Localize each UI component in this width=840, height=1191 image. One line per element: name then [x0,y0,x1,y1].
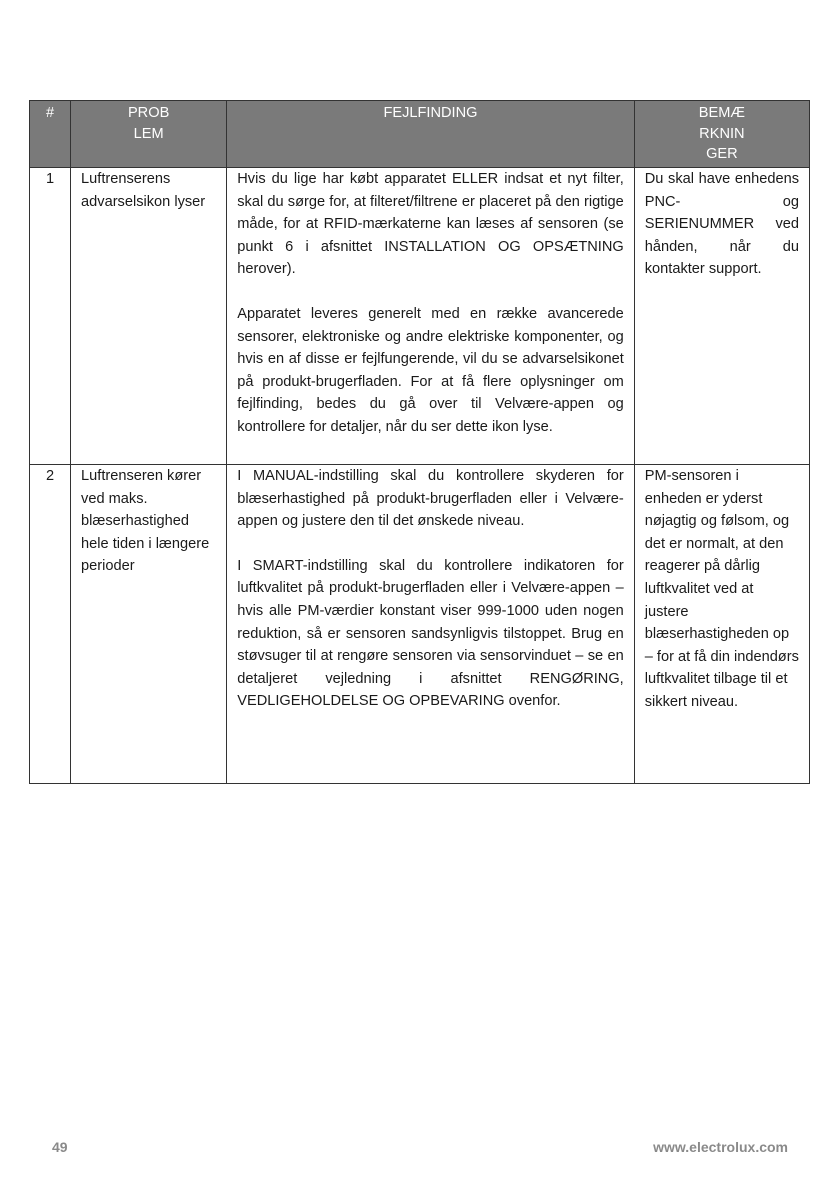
troubleshooting-cell [227,168,635,465]
header-troubleshooting: FEJLFINDING [227,101,635,168]
troubleshooting-table [29,100,810,784]
troubleshooting-paragraph: Apparatet leveres generelt med en række avancerede sensorer, elektroniske og andre elektriske komponenter, og hvis en af disse er fejlfungerende, vil du se advarselsikonet på produkt-brugerfladen. For at få flere oplysninger om fejlfinding, bedes du gå over til Velvære-appen og kontrollere for detaljer, når du ser dette ikon lyse. [237,305,624,435]
troubleshooting-paragraph: I SMART-indstilling skal du kontrollere indikatoren for luftkvalitet på produkt-brugerfladen eller i Velvære-appen – hvis alle PM-værdier konstant viser 999-1000 uden nogen reduktion, så er sensoren sandsynligvis tilstoppet. Brug en støvsuger til at rengøre sensoren via sensorvinduet – se en detaljeret vejledning i afsnittet RENGØRING, VEDLIGEHOLDELSE OG OPBEVARING ovenfor. [237,557,624,710]
problem-cell: Luftrenserens advarselsikon lyser [71,168,227,465]
header-problem: PROB LEM [71,101,227,168]
problem-cell: Luftrenseren kører ved maks. blæserhastighed hele tiden i længere perioder [71,465,227,784]
table-header-row [30,101,810,168]
page-number: 49 [52,1139,68,1155]
table-row [30,465,810,784]
troubleshooting-paragraph: I MANUAL-indstilling skal du kontrollere skyderen for blæserhastighed på produkt-brugerfladen eller i Velvære-appen og justere den til det ønskede niveau. [237,468,624,530]
row-number: 2 [30,465,71,784]
footer-website: www.electrolux.com [653,1139,788,1155]
troubleshooting-paragraph: Hvis du lige har købt apparatet ELLER indsat et nyt filter, skal du sørge for, at filteret/filtrene er placeret på den rigtige måde, for at RFID-mærkaterne kan læses af sensoren (se punkt 6 i afsnittet INSTALLATION OG OPSÆTNING herover). [237,171,624,278]
remarks-cell: Du skal have enhedens PNC- og SERIENUMMER ved hånden, når du kontakter support. [634,168,809,465]
table-row [30,168,810,465]
troubleshooting-cell [227,465,635,784]
remarks-cell: PM-sensoren i enheden er yderst nøjagtig og følsom, og det er normalt, at den reagerer på dårlig luftkvalitet ved at justere blæserhastigheden op – for at få din indendørs luftkvalitet tilbage til et sikkert niveau. [634,465,809,784]
header-number: # [30,101,71,168]
row-number: 1 [30,168,71,465]
header-remarks: BEMÆ RKNIN GER [634,101,809,168]
